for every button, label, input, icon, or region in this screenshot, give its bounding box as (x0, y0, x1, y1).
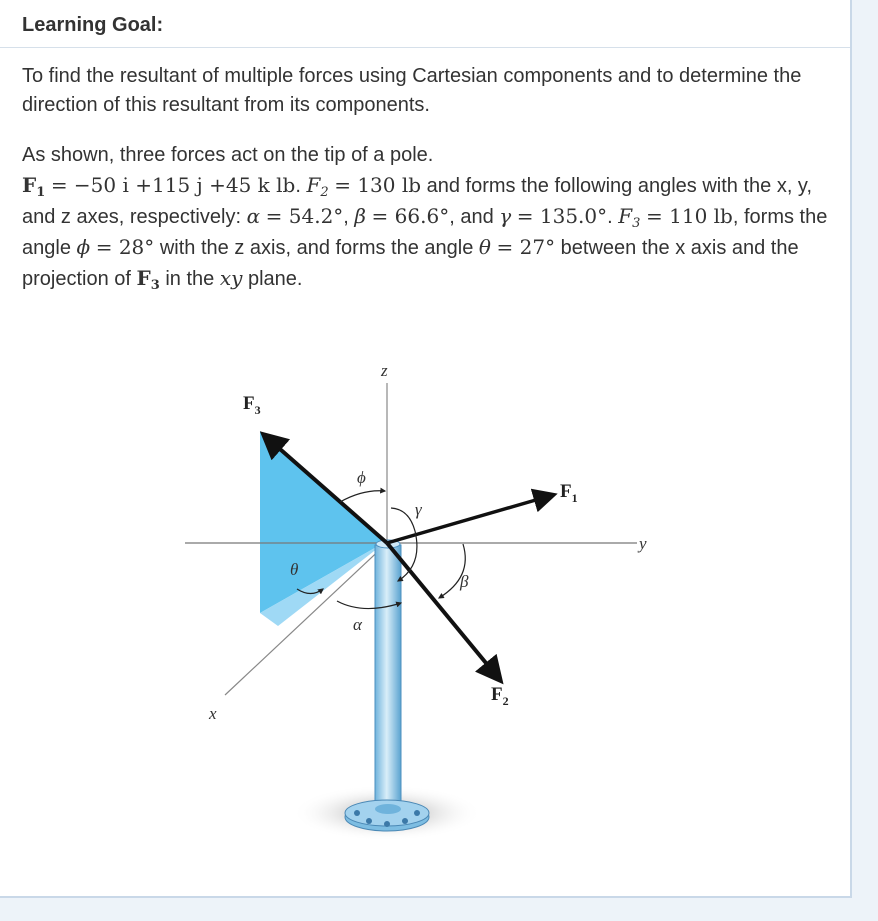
bolt-5 (384, 821, 390, 827)
f3-symbol: $F_3$ (618, 204, 641, 231)
f3-description: , forms the angle (22, 206, 828, 259)
alpha-label: α (353, 615, 362, 634)
pole-bottom (375, 804, 401, 814)
f1-arrow (387, 495, 553, 543)
f3-bold-symbol: $F_3$ (136, 266, 160, 293)
f1-label-sub: 1 (571, 491, 578, 505)
phi-description: with the z axis, (159, 237, 292, 259)
divider (0, 47, 850, 48)
phi-label: ϕ (357, 468, 366, 487)
bolt-1 (354, 810, 360, 816)
f1-equation: = −50 i +115 j +45 k lb (50, 173, 296, 197)
theta-text-2: between the x axis and the projection of (22, 237, 799, 290)
beta-symbol: β (354, 204, 366, 228)
pole (375, 545, 401, 810)
learning-goal-heading: Learning Goal: (22, 14, 164, 36)
f2-label-letter: F (491, 684, 503, 705)
f3-equation: = 110 lb (646, 204, 733, 228)
f2-label (491, 684, 509, 708)
f3-label-letter: F (243, 393, 255, 414)
x-label: x (209, 704, 217, 723)
f2-equation: = 130 lb (334, 173, 422, 197)
theta-text-1: and forms the angle (296, 237, 474, 259)
intro-paragraph: To find the resultant of multiple forces using Cartesian components and to determine the direction of this resultant from its components. (22, 65, 802, 116)
theta-equation: = 27° (496, 235, 556, 259)
plane-text-1: in the (165, 268, 215, 290)
problem-line-1: As shown, three forces act on the tip of a pole. (22, 144, 434, 166)
alpha-symbol: α (246, 204, 261, 228)
f2-description: and forms the following angles with the x, y, and z axes, respectively: (22, 175, 813, 228)
alpha-equation: = 54.2° (265, 204, 344, 228)
gamma-equation: = 135.0° (516, 204, 608, 228)
xy-symbol: xy (219, 266, 243, 290)
f2-symbol: $F_2$ (306, 173, 329, 200)
force-diagram (177, 343, 673, 870)
f2-arrow (387, 543, 500, 680)
theta-label: θ (290, 560, 299, 579)
theta-symbol: θ (478, 235, 491, 259)
beta-equation: = 66.6° (371, 204, 450, 228)
f1-symbol: $F_1$ (22, 173, 46, 200)
phi-symbol: ϕ (76, 235, 91, 259)
f1-label (560, 481, 578, 505)
force-diagram-svg (177, 343, 673, 870)
gamma-label: γ (415, 500, 422, 519)
problem-statement: As shown, three forces act on the tip of a pole. $F_1 = -50$ i +115 j +45 k lb. $F_2 = 130$ lb and forms the following angles with the x, y, and z axes, respectively: α = 54.2°, β = 66.6°, and γ = 135.0°. $F_3 = 110$ lb, forms the angle ϕ = 28° with the z axis, and forms the angle θ = 27° between the x axis and the projection of $F_3$ in the xy plane. (22, 144, 828, 293)
z-label: z (381, 361, 388, 380)
plane-text-2: plane. (247, 268, 303, 290)
y-label: y (639, 534, 647, 553)
phi-arc (340, 491, 385, 502)
f1-label-letter: F (560, 481, 572, 502)
phi-equation: = 28° (95, 235, 155, 259)
bolt-4 (402, 818, 408, 824)
bolt-2 (414, 810, 420, 816)
f3-label (243, 393, 261, 417)
bolt-3 (366, 818, 372, 824)
beta-label: β (460, 572, 469, 591)
f2-label-sub: 2 (502, 694, 509, 708)
gamma-symbol: γ (499, 204, 512, 228)
f3-label-sub: 3 (254, 403, 261, 417)
